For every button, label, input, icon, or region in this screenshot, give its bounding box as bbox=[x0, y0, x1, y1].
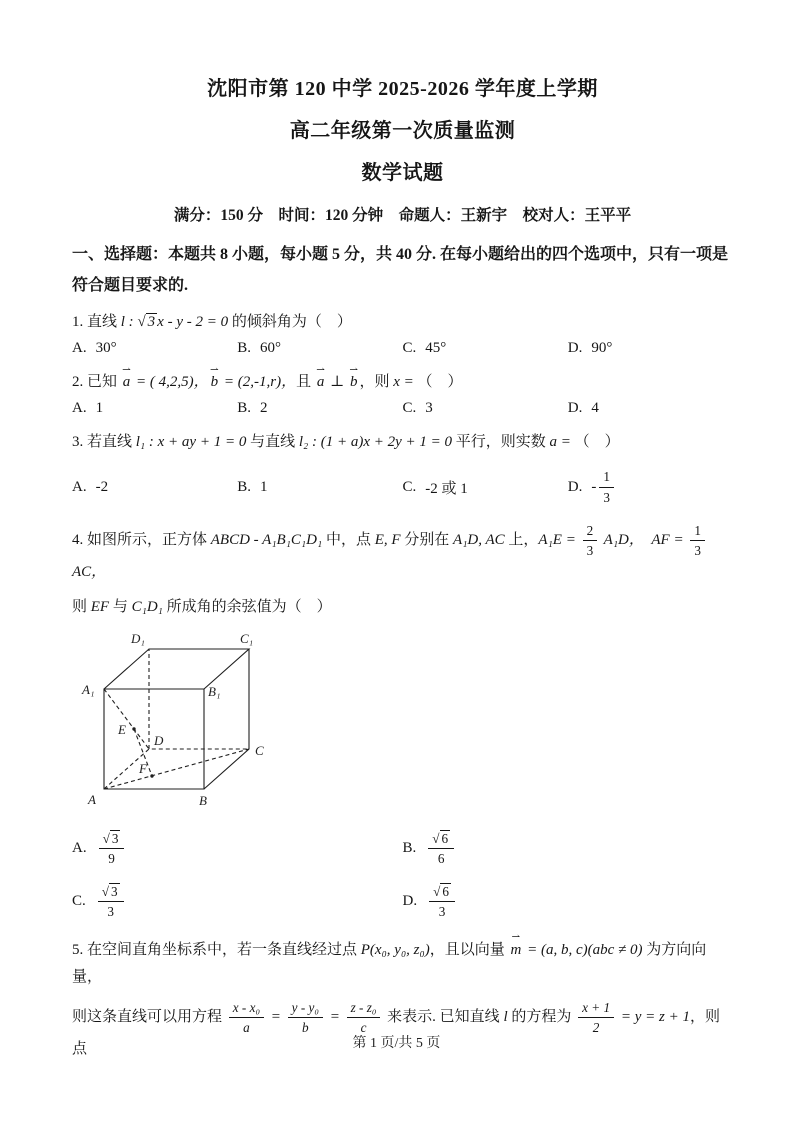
radicand: 3 bbox=[147, 314, 156, 331]
question-2 bbox=[72, 369, 733, 417]
segment-a1d: A₁D， bbox=[600, 531, 652, 548]
option-label: A. bbox=[72, 400, 87, 417]
cube-figure bbox=[76, 627, 272, 813]
question-4-stem-line-1 bbox=[72, 522, 733, 586]
question-1 bbox=[72, 309, 733, 357]
vector-b-value: = (2,-1,r)， bbox=[220, 374, 297, 391]
question-4-option-a bbox=[72, 830, 403, 867]
question-2-option-b bbox=[237, 400, 402, 417]
exam-meta-line: 满分：150 分 时间：120 分钟 命题人：王新宇 校对人：王平平 bbox=[173, 207, 632, 224]
option-label: B. bbox=[402, 840, 417, 857]
question-4-stem-line-2 bbox=[72, 594, 733, 621]
square-root bbox=[103, 830, 121, 846]
square-root bbox=[433, 883, 451, 899]
cube-name: ABCD - A₁B₁C₁D₁ bbox=[210, 531, 323, 548]
question-3-stem bbox=[72, 429, 733, 456]
equals-sign: = bbox=[325, 1008, 344, 1025]
answer-blank: （ ） bbox=[417, 374, 463, 391]
perpendicular-symbol: ⊥ bbox=[326, 374, 348, 391]
vertex-label-c: C bbox=[255, 743, 264, 758]
option-value: -2 或 1 bbox=[425, 480, 468, 497]
option-label: C. bbox=[402, 400, 417, 417]
point-p-coordinates: P(x₀, y₀, z₀) bbox=[360, 941, 430, 958]
radicand: 6 bbox=[441, 831, 449, 846]
point-e-dot bbox=[132, 727, 135, 730]
minus-sign: - bbox=[591, 478, 597, 495]
question-4-text: 分别在 bbox=[400, 531, 454, 548]
question-4 bbox=[72, 522, 733, 921]
question-3-text-mid: 与直线 bbox=[246, 434, 299, 451]
segment-ac: AC， bbox=[72, 564, 107, 580]
fraction-numerator: 1 bbox=[599, 468, 614, 487]
exam-title-line-2: 高二年级第一次质量监测 bbox=[289, 120, 516, 142]
fraction-numerator bbox=[99, 830, 125, 849]
fraction-numerator: 1 bbox=[690, 522, 705, 541]
fraction-denominator: 3 bbox=[107, 904, 114, 920]
option-label: D. bbox=[567, 478, 583, 495]
question-5-text: 的方程为 bbox=[507, 1008, 576, 1025]
question-2-option-c bbox=[403, 400, 568, 417]
fraction-sqrt6-over-3 bbox=[429, 883, 455, 920]
vertex-label-a1: A₁ bbox=[82, 682, 95, 697]
page-footer: 第 1 页/共 5 页 bbox=[352, 1036, 441, 1051]
fraction-numerator bbox=[428, 830, 454, 849]
vector-a-value: = ( 4,2,5)， bbox=[132, 374, 209, 391]
vector-a: a ⇀ bbox=[315, 369, 327, 396]
option-label: D. bbox=[567, 340, 583, 357]
question-1-option-d bbox=[568, 340, 733, 357]
answer-blank: （ ） bbox=[574, 434, 620, 451]
fraction-denominator: 3 bbox=[603, 489, 610, 505]
question-1-text-lead: 1. 直线 bbox=[72, 314, 121, 331]
line-l-symbol: l bbox=[503, 1008, 508, 1025]
question-4-options-row-1 bbox=[72, 830, 733, 867]
fraction-y bbox=[288, 999, 323, 1036]
fraction-sqrt3-over-3 bbox=[98, 883, 124, 920]
vector-b: b ⇀ bbox=[348, 369, 360, 396]
question-4-options-row-2 bbox=[72, 883, 733, 920]
question-2-option-d bbox=[568, 400, 733, 417]
question-1-option-a bbox=[72, 340, 237, 357]
question-2-text-then: ，则 bbox=[359, 374, 394, 391]
question-2-text-mid: 且 bbox=[296, 374, 315, 391]
line-l-equation-tail: = y = z + 1 bbox=[617, 1008, 690, 1025]
question-3-text-then: 平行，则实数 bbox=[452, 434, 550, 451]
option-label: D. bbox=[567, 400, 583, 417]
fraction-numerator: z - z₀ bbox=[347, 999, 381, 1018]
fraction-denominator: b bbox=[302, 1019, 309, 1035]
line-1-equation: l₁ : x + ay + 1 = 0 bbox=[135, 434, 247, 451]
option-label: C. bbox=[402, 478, 417, 495]
segment-c1d1: C₁D₁ bbox=[131, 599, 163, 615]
fraction-sqrt6-over-6 bbox=[428, 830, 454, 867]
fraction-numerator: 2 bbox=[583, 522, 598, 541]
question-4-text-lead: 4. 如图所示，正方体 bbox=[72, 531, 211, 548]
option-label: A. bbox=[72, 340, 87, 357]
fraction-numerator: y - y₀ bbox=[288, 999, 323, 1018]
question-4-text: 上， bbox=[504, 531, 539, 548]
question-2-unknown: x = bbox=[393, 374, 418, 391]
option-label: C. bbox=[402, 340, 417, 357]
segment-ef: EF bbox=[90, 599, 110, 615]
fraction-denominator: 3 bbox=[694, 542, 701, 558]
fraction-denominator: 9 bbox=[108, 851, 115, 867]
question-1-text-tail: 的倾斜角为（ ） bbox=[228, 314, 352, 331]
point-names: E, F bbox=[374, 531, 401, 548]
question-5-stem-line-2 bbox=[72, 999, 733, 1063]
option-value: 2 bbox=[260, 400, 268, 417]
option-value: 3 bbox=[425, 400, 433, 417]
question-1-option-b bbox=[237, 340, 402, 357]
fraction-numerator: x + 1 bbox=[578, 999, 614, 1018]
option-label: B. bbox=[237, 340, 252, 357]
fraction-numerator: x - x₀ bbox=[229, 999, 264, 1018]
vertex-label-b: B bbox=[199, 793, 207, 808]
option-label: C. bbox=[72, 893, 86, 910]
option-label: B. bbox=[237, 478, 252, 495]
option-value: 1 bbox=[95, 400, 104, 417]
option-label: A. bbox=[72, 478, 87, 495]
vector-m-value: = (a, b, c)(abc ≠ 0) bbox=[523, 941, 647, 958]
exam-title-line-1: 沈阳市第 120 中学 2025-2026 学年度上学期 bbox=[207, 78, 598, 100]
radicand: 6 bbox=[442, 884, 449, 900]
segment-names: A₁D, AC bbox=[453, 531, 505, 548]
equals-sign: = bbox=[267, 1008, 285, 1025]
vertex-label-f: F bbox=[139, 761, 147, 776]
question-2-stem bbox=[72, 369, 733, 396]
square-root bbox=[432, 830, 450, 846]
fraction-denominator: 2 bbox=[592, 1019, 600, 1035]
fraction-numerator bbox=[429, 883, 455, 902]
question-5-text-tail: ，则点 bbox=[72, 1008, 720, 1057]
square-root-expression bbox=[137, 313, 157, 330]
question-5-text-lead: 5. 在空间直角坐标系中，若一条直线经过点 bbox=[72, 941, 361, 958]
option-label: D. bbox=[402, 893, 418, 910]
vertex-label-c1: C₁ bbox=[240, 631, 254, 646]
cube-solid-edges bbox=[104, 649, 249, 789]
question-1-options bbox=[72, 340, 733, 357]
fraction-z bbox=[347, 999, 381, 1036]
question-3-option-b bbox=[237, 479, 402, 496]
relation-af: AF = bbox=[651, 531, 688, 548]
fraction-sqrt3-over-9 bbox=[99, 830, 125, 867]
vector-m: m ⇀ bbox=[508, 937, 523, 964]
question-4-figure bbox=[76, 627, 733, 818]
line-2-equation: l₂ : (1 + a)x + 2y + 1 = 0 bbox=[298, 434, 453, 451]
fraction-numerator bbox=[98, 883, 124, 902]
square-root bbox=[102, 883, 120, 899]
vector-b: b ⇀ bbox=[209, 369, 221, 396]
option-value: 90° bbox=[591, 340, 613, 357]
question-2-option-a bbox=[72, 400, 237, 417]
question-4-option-d bbox=[403, 883, 734, 920]
fraction-denominator: 6 bbox=[437, 851, 445, 867]
question-3 bbox=[72, 429, 733, 505]
question-5-text: 来表示. 已知直线 bbox=[383, 1008, 504, 1025]
section-1-instructions: 一、选择题：本题共 8 小题，每小题 5 分，共 40 分. 在每小题给出的四个选项中，只有一项是符合题目要求的. bbox=[72, 246, 729, 295]
fraction-one-third bbox=[690, 522, 705, 559]
question-4-text: 中，点 bbox=[322, 531, 375, 548]
fraction-denominator: a bbox=[243, 1019, 250, 1035]
exam-header bbox=[72, 72, 733, 225]
question-1-stem bbox=[72, 309, 733, 336]
point-f-dot bbox=[150, 774, 153, 777]
vertex-label-b1: B₁ bbox=[208, 684, 221, 699]
question-4-text: 则 bbox=[72, 599, 91, 615]
fraction bbox=[599, 468, 614, 505]
question-5-text: 为方向向量， bbox=[72, 941, 707, 985]
question-3-option-a bbox=[72, 479, 237, 496]
option-label: A. bbox=[72, 840, 87, 857]
fraction-x-plus-1-over-2 bbox=[578, 999, 614, 1036]
question-5-text: ，且以向量 bbox=[429, 941, 509, 958]
relation-a1e: A₁E = bbox=[538, 531, 580, 548]
question-3-option-c bbox=[403, 477, 568, 498]
fraction-denominator: 3 bbox=[586, 542, 594, 558]
question-3-options bbox=[72, 468, 733, 505]
option-value: -2 bbox=[95, 478, 109, 495]
question-3-text-lead: 3. 若直线 bbox=[72, 434, 136, 451]
fraction-two-thirds bbox=[583, 522, 598, 559]
option-value: 45° bbox=[425, 340, 447, 357]
question-2-text-lead: 2. 已知 bbox=[72, 374, 121, 391]
vertex-label-a: A bbox=[88, 792, 96, 807]
question-4-option-b bbox=[403, 830, 734, 867]
question-5-stem-line-1 bbox=[72, 937, 733, 991]
radicand: 3 bbox=[111, 884, 118, 900]
cube-vertex-labels bbox=[81, 631, 264, 808]
question-1-equation: x - y - 2 = 0 bbox=[157, 314, 229, 331]
radicand: 3 bbox=[111, 831, 119, 846]
question-2-options bbox=[72, 400, 733, 417]
option-value: 4 bbox=[591, 400, 599, 417]
vertex-label-d: D bbox=[154, 733, 164, 748]
option-value: 30° bbox=[95, 340, 117, 357]
question-1-line-name: l : bbox=[120, 314, 138, 331]
question-4-text: 与 bbox=[109, 599, 132, 615]
vertex-label-e: E bbox=[118, 722, 126, 737]
vertex-label-d1: D₁ bbox=[131, 631, 145, 646]
question-4-text-tail: 所成角的余弦值为（ ） bbox=[162, 599, 332, 615]
option-value: 60° bbox=[260, 340, 282, 357]
vector-a: a ⇀ bbox=[121, 369, 133, 396]
question-4-option-c bbox=[72, 883, 403, 920]
option-value: 1 bbox=[260, 478, 268, 495]
question-5-text: 则这条直线可以用方程 bbox=[72, 1008, 226, 1025]
fraction-x bbox=[229, 999, 264, 1036]
option-label: B. bbox=[237, 400, 252, 417]
fraction-denominator: 3 bbox=[438, 904, 446, 920]
fraction-denominator: c bbox=[360, 1019, 367, 1035]
question-1-option-c bbox=[403, 340, 568, 357]
question-3-option-d bbox=[568, 468, 733, 505]
question-3-unknown: a = bbox=[549, 434, 575, 451]
exam-title-line-3: 数学试题 bbox=[361, 162, 444, 184]
